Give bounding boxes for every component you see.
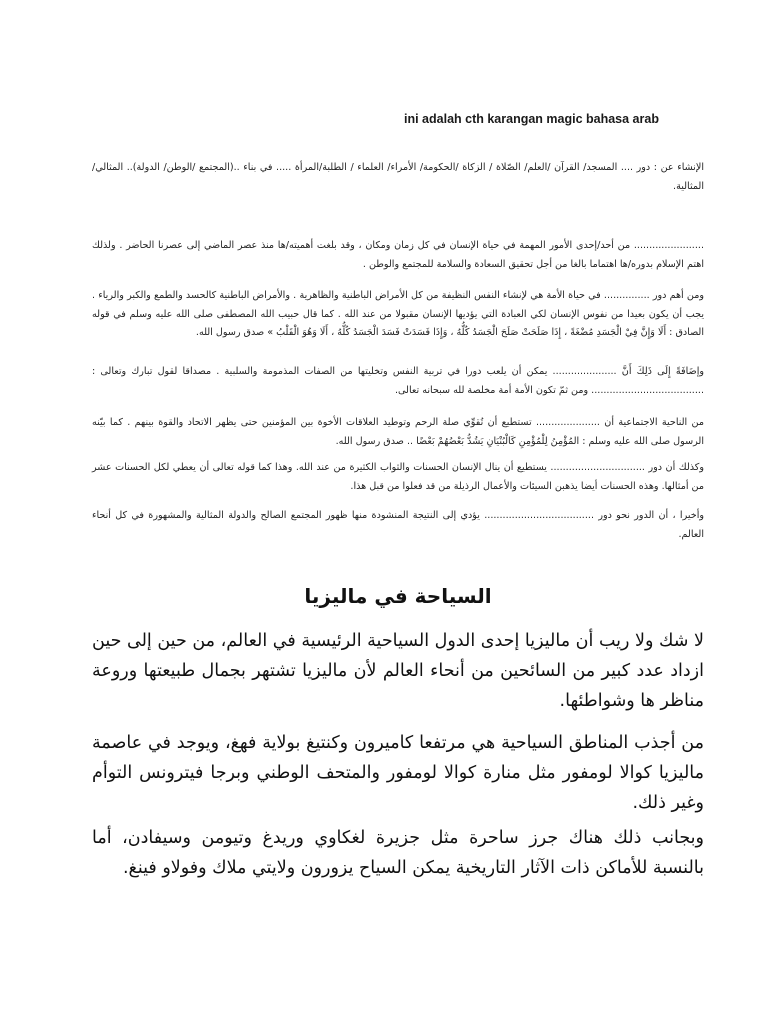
template-paragraph-7: وأخيرا ، أن الدور نحو دور .................................... يؤدي إلى النتيجة المنشودة منها ظهور المجتمع الصالح والدولة المثالية والمشهورة في كل أنحاء العالم. (92, 510, 704, 540)
essay-title: السياحة في ماليزيا (304, 584, 492, 608)
essay-paragraph-2: من أجذب المناطق السياحية هي مرتفعا كاميرون وكنتيغ بولاية فهغ، ويوجد في عاصمة ماليزيا كوالا لومفور مثل منارة كوالا لومفور والمتحف الوطني وبرجا فيترونس التوأم وغير ذلك. (92, 733, 704, 813)
template-paragraph-4: وإضَافَةً إِلَى ذَلِكَ أَنَّ ..................... يمكن أن يلعب دورا في تربية النفس وتخليتها من الصفات المذمومة والسلبية . مصداقا لقول تبارك وتعالى : ..................................... ومن ثمّ تكون الأمة أمة مخلصة لله سبحانه تعالى. (92, 366, 704, 396)
document-heading: ini adalah cth karangan magic bahasa arab (404, 112, 659, 126)
template-paragraph-1: الإنشاء عن : دور .... المسجد/ القرآن /العلم/ الصّلاة / الزكاة /الحكومة/ الأمراء/ العلماء / الطلبة/المرأة ..... في بناء ..(المجتمع /الوطن/ الدولة).. المثالي/ المثالية. (92, 162, 704, 192)
essay-paragraph-1: لا شك ولا ريب أن ماليزيا إحدى الدول السياحية الرئيسية في العالم، من حين إلى حين ازداد عدد كبير من السائحين من أنحاء العالم لأن ماليزيا تشتهر بجمال طبيعتها وروعة مناظر ها وشواطئها. (92, 631, 704, 711)
template-paragraph-3: ومن أهم دور ............... في حياة الأمة هي لإنشاء النفس النظيفة من كل الأمراض الباطنية والظاهرية . والأمراض الباطنية كالحسد والطمع والكبر والرياء . يجب أن يكون بعيدا من نفوس الإنسان لكي العبادة التي يؤديها الإنسان مقبولا من عند الله . كما قال حبيب الله المصطفى صلى الله عليه وسلم في قوله الصادق : أَلَا وَإِنَّ فِيْ الْجَسَدِ مُضْغَةً ، إِذَا صَلَحَتْ صَلَحَ الْجَسَدُ كُلُّهُ ، وَإِذَا فَسَدَتْ فَسَدَ الْجَسَدُ كُلُّهُ ، أَلَا وَهُوَ الْقَلْبُ » صدق رسول الله. (92, 290, 704, 338)
template-paragraph-6: وكذلك أن دور ............................... يستطيع أن ينال الإنسان الحسنات والثواب الكثيرة من عند الله. وهذا كما قوله تعالى أن يعطي لكل الحسنات عشر من أمثالها. وهذه الحسنات أيضا يذهبن السيئات والأعمال الرذيلة من قد فعلوا من قبل هذا. (92, 462, 704, 492)
essay-paragraph-3: وبجانب ذلك هناك جرز ساحرة مثل جزيرة لغكاوي وريدغ وتيومن وسيفادن، أما بالنسبة للأماكن ذات الآثار التاريخية يمكن السياح يزورون ولايتي ملاك وفولاو فينغ. (92, 828, 704, 878)
template-paragraph-2: ....................... من أحد/إحدى الأمور المهمة في حياة الإنسان في كل زمان ومكان ، وقد بلغت أهميته/ها منذ عصر الماضي إلى عصرنا الحاضر . ولذلك اهتم الإسلام بدوره/ها اهتماما بالغا من أجل تحقيق السعادة والسلامة للمجتمع والوطن . (92, 240, 704, 270)
template-paragraph-5: من الناحية الاجتماعية أن ..................... تستطيع أن تُقوِّي صلة الرحم وتوطيد العلاقات الأخوة بين المؤمنين حتى يظهر الاتحاد والقوة بينهم . كما بيّنه الرسول صلى الله عليه وسلم : المُؤْمِنُ لِلْمُؤْمِنِ كَالْبُنْيَانِ يَشُدُّ بَعْضُهُمْ بَعْضًا .. صدق رسول الله. (92, 417, 704, 447)
